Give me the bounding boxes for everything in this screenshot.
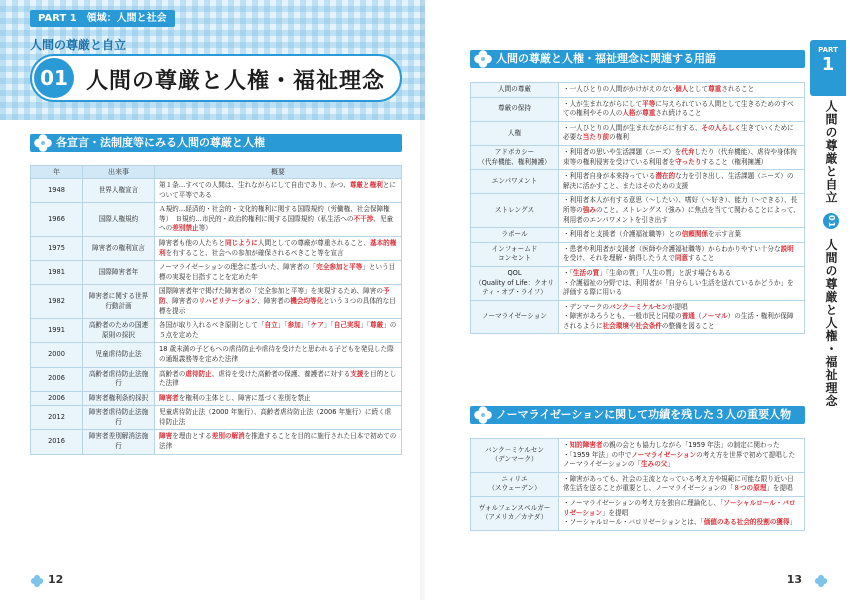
- description-cell: [559, 242, 805, 266]
- body-text: の権利: [609, 133, 629, 142]
- highlight-text: 機会均等化: [290, 296, 324, 305]
- terms-table: [470, 82, 805, 334]
- side-section-title: 人間の尊厳と自立: [824, 100, 838, 204]
- table-row: [31, 430, 402, 454]
- body-text: 障害者も他の人たちと: [159, 238, 225, 247]
- highlight-text: 参加: [287, 321, 301, 330]
- highlight-text: 社会条件: [635, 321, 662, 330]
- highlight-text: 障害者: [159, 393, 179, 402]
- body-text: 」: [789, 518, 797, 527]
- people-heading: [470, 406, 805, 424]
- people-table-body: [471, 439, 805, 531]
- cell-summary: [155, 285, 402, 319]
- cell-summary: [155, 343, 402, 367]
- body-text: （: [694, 312, 702, 321]
- body-text: 国際障害者年で掲げた障害者の「完全参加と平等」を実現するため、障害の: [159, 287, 383, 296]
- part-side-tab: [810, 40, 846, 96]
- bullet-line: [563, 269, 800, 279]
- cell-year: 2006: [31, 367, 83, 391]
- body-text: ・デンマークの: [563, 302, 610, 311]
- cell-year: 2006: [31, 391, 83, 406]
- bullet-line: [563, 303, 800, 313]
- highlight-text: 虐待防止: [185, 369, 212, 378]
- person-row: [471, 472, 805, 496]
- body-text: ・「: [563, 268, 573, 277]
- bullet-line: [563, 124, 800, 143]
- highlight-text: ノーマル: [701, 312, 728, 321]
- body-text: ）の生活・権利が保障されるように: [563, 312, 794, 330]
- cell-event: 児童虐待防止法: [83, 343, 155, 367]
- table-header-row: [31, 166, 402, 179]
- table-row: [31, 343, 402, 367]
- bullet-line: [563, 230, 800, 240]
- body-text: を推進することを目的に施行された日本で初めての法律: [159, 432, 397, 451]
- term-cell: 人間の尊厳: [471, 83, 559, 98]
- cell-summary: [155, 179, 402, 203]
- side-tab-number: 1: [821, 54, 835, 75]
- body-text: ・ノーマライゼーションの考え方を独自に理論化し、「: [563, 498, 724, 507]
- body-text: ・患者や利用者が支援者（医師や介護福祉職等）からわかりやすい十分な: [563, 244, 781, 253]
- term-row: [471, 145, 805, 169]
- cell-summary: [155, 406, 402, 430]
- body-text: 」「生命の質」「人生の質」と訳す場合もある: [599, 268, 732, 277]
- description-cell: [559, 496, 805, 530]
- term-cell: ニィリエ （スウェーデン）: [471, 472, 559, 496]
- highlight-text: 人格: [622, 109, 636, 118]
- body-text: とについて平等である: [159, 181, 396, 199]
- term-row: [471, 170, 805, 194]
- cell-year: 1991: [31, 319, 83, 343]
- body-text: という３つの具体的な目標を提示: [159, 296, 396, 315]
- body-text: を目的とした法律: [159, 369, 397, 388]
- term-row: [471, 228, 805, 243]
- body-text: 」「: [277, 321, 288, 330]
- highlight-text: リハビリテーション: [198, 296, 258, 305]
- body-text: ・障害があろうとも、一般市民と同様の: [563, 312, 682, 321]
- bullet-line: [563, 441, 800, 451]
- highlight-text: 障害: [159, 432, 173, 441]
- description-cell: [559, 300, 805, 334]
- header-summary: 概要: [155, 166, 402, 179]
- term-cell: 人権: [471, 121, 559, 145]
- cell-summary: [155, 236, 402, 260]
- highlight-text: ケア: [310, 321, 324, 330]
- body-text: 、障害者の: [257, 296, 291, 305]
- terms-table-body: [471, 83, 805, 334]
- highlight-text: 完全参加と平等: [316, 263, 363, 272]
- term-cell: アドボカシー （代弁機能、権利擁護）: [471, 145, 559, 169]
- body-text: 、障害者の: [165, 296, 199, 305]
- term-cell: QOL （Quality of Life：クオリティ・オブ・ライフ）: [471, 266, 559, 300]
- body-text: 人間としての尊厳が尊重されること、: [257, 238, 370, 247]
- term-row: [471, 300, 805, 334]
- cell-year: 1982: [31, 285, 83, 319]
- body-text: 児童虐待防止法（2000 年施行）、高齢者虐待防止法（2006 年施行）に続く虐待防止法: [159, 408, 392, 426]
- body-text: すること（権利擁護）: [701, 157, 768, 166]
- body-text: を理由とする: [172, 432, 212, 441]
- body-text: を権利の主体とし、障害に基づく差別を禁止: [178, 393, 311, 402]
- highlight-text: ソーシャルロール・バロリゼーション: [563, 498, 796, 517]
- bullet-line: [563, 312, 800, 331]
- description-cell: [559, 266, 805, 300]
- side-chapter-label: [818, 100, 840, 407]
- chapter-number: 01: [34, 58, 74, 98]
- body-text: として: [688, 85, 709, 93]
- clover-icon: [473, 405, 493, 425]
- cell-summary: [155, 203, 402, 237]
- highlight-text: 不干渉: [353, 214, 374, 223]
- body-text: ・利用者本人が有する意思（～したい）、嗜好（～好き）、能力（～できる）、長所等の: [563, 196, 798, 214]
- body-text: が: [635, 109, 643, 118]
- body-text: ・ソーシャルロール・バロリゼーションとは、「: [563, 518, 704, 527]
- highlight-text: 生みの父: [641, 460, 668, 469]
- bullet-line: [563, 100, 800, 119]
- highlight-text: 当たり前: [582, 133, 610, 142]
- history-table-body: [31, 179, 402, 455]
- highlight-text: 同意: [674, 254, 689, 263]
- chapter-title-box: [30, 54, 402, 102]
- cell-year: 1975: [31, 236, 83, 260]
- cell-event: 高齢者のための国連原則の採択: [83, 319, 155, 343]
- term-row: [471, 194, 805, 228]
- term-cell: ラポール: [471, 228, 559, 243]
- body-text: され続けること: [655, 109, 702, 118]
- body-text: Ａ規約…経済的・社会的・文化的権利に関する国際規約（労働権、社会保障権等） Ｂ規約…市民的・政治的権利に関する国際規約（私生活への: [159, 205, 390, 223]
- highlight-text: 価値のある社会的役割の獲得: [703, 518, 790, 527]
- body-text: ・介護福祉の分野では、利用者が「自分らしい生活を送れているかどうか」を評価する際に用いる: [563, 278, 794, 297]
- header-event: 出来事: [83, 166, 155, 179]
- highlight-text: 自己実現: [333, 321, 361, 330]
- highlight-text: 尊重: [708, 85, 722, 93]
- chapter-title: 人間の尊厳と人権・福祉理念: [86, 69, 386, 94]
- highlight-text: 社会環境: [602, 321, 629, 330]
- terms-heading-text: 人間の尊厳と人権・福祉理念に関連する用語: [496, 52, 716, 65]
- table-row: [31, 261, 402, 285]
- term-cell: ストレングス: [471, 194, 559, 228]
- term-cell: エンパワメント: [471, 170, 559, 194]
- body-text: されること: [721, 85, 755, 93]
- side-chapter-title: 人間の尊厳と人権・福祉理念: [824, 238, 838, 408]
- clover-icon: [33, 133, 53, 153]
- highlight-text: 守ったり: [675, 157, 702, 166]
- history-table-wrap: [30, 165, 402, 455]
- people-table: [470, 438, 805, 531]
- cell-event: 障害者に関する世界行動計画: [83, 285, 155, 319]
- highlight-text: 尊厳: [370, 321, 384, 330]
- cell-summary: [155, 319, 402, 343]
- body-text: の親の会とも協力しながら「1959 年法」の制定に関わった: [602, 441, 780, 449]
- highlight-text: 潜在的: [655, 172, 676, 181]
- cell-summary: [155, 367, 402, 391]
- body-text: に与えられている人間として生きるためのすべての権利やその人の: [563, 99, 794, 118]
- body-text: 等）: [198, 224, 212, 233]
- cell-year: 2012: [31, 406, 83, 430]
- highlight-text: 差別禁止: [172, 224, 199, 233]
- section-heading-text: 各宣言・法制度等にみる人間の尊厳と人権: [56, 136, 265, 149]
- description-cell: [559, 145, 805, 169]
- body-text: や: [628, 321, 636, 330]
- body-text: な力を引き出し、生活課題（ニーズ）の解決に活かすこと、またはそのための支援: [563, 172, 794, 190]
- body-text: 」: [667, 460, 674, 469]
- body-text: すること: [688, 254, 715, 263]
- highlight-text: 平等: [642, 99, 656, 108]
- body-text: が提唱: [667, 302, 688, 311]
- body-text: ・利用者の思いや生活課題（ニーズ）を: [563, 147, 682, 156]
- section-subtitle: 人間の尊厳と自立: [30, 38, 127, 52]
- bullet-line: [563, 475, 800, 494]
- body-text: ・「1959 年法」の中で: [563, 450, 632, 459]
- people-table-wrap: [470, 438, 805, 531]
- term-cell: インフォームド コンセント: [471, 242, 559, 266]
- cell-year: 1981: [31, 261, 83, 285]
- highlight-text: 尊厳と権利: [349, 181, 383, 189]
- cell-year: 2016: [31, 430, 83, 454]
- bullet-line: [563, 172, 800, 191]
- table-row: [31, 367, 402, 391]
- header-year: 年: [31, 166, 83, 179]
- term-cell: ノーマライゼーション: [471, 300, 559, 334]
- highlight-text: 信頼関係: [681, 230, 709, 239]
- highlight-text: 差別の解消: [211, 432, 245, 441]
- term-row: [471, 97, 805, 121]
- body-text: ・一人ひとりの人間がかけがえのない: [563, 85, 676, 93]
- cell-summary: [155, 261, 402, 285]
- cell-event: 障害者の権利宣言: [83, 236, 155, 260]
- cell-year: 1948: [31, 179, 83, 203]
- body-text: ・障害があっても、社会の主流となっている考え方や規範に可能な限り近い日常生活を送ることが重要とし、ノーマライゼーションの「: [563, 474, 794, 493]
- table-row: [31, 179, 402, 203]
- term-row: [471, 121, 805, 145]
- cell-year: 2000: [31, 343, 83, 367]
- highlight-text: 知的障害者: [569, 441, 603, 449]
- cell-summary: [155, 391, 402, 406]
- body-text: を受け、それを理解・納得したうえで: [563, 254, 675, 263]
- body-text: 」「: [360, 321, 370, 330]
- clover-icon: [473, 49, 493, 69]
- term-row: [471, 266, 805, 300]
- people-heading-text: ノーマライゼーションに関して功績を残した３人の重要人物: [496, 408, 792, 421]
- highlight-text: 個人: [675, 85, 689, 93]
- highlight-text: 生活の質: [572, 268, 600, 277]
- body-text: 高齢者の: [159, 369, 186, 378]
- page-number-left: 12: [48, 573, 64, 586]
- body-text: 生きていくために必要な: [563, 123, 794, 142]
- side-tab-part: PART: [818, 46, 838, 54]
- highlight-text: バンク－ミケルセン: [609, 302, 668, 311]
- description-cell: [559, 170, 805, 194]
- term-row: [471, 83, 805, 98]
- highlight-text: 支援: [350, 369, 364, 378]
- body-text: 18 歳未満の子どもへの虐待防止や虐待を受けたと思われる子どもを発見した際の通報義務等を定めた法律: [159, 345, 394, 363]
- body-text: 、児童への: [159, 214, 394, 233]
- terms-heading: [470, 50, 805, 68]
- body-text: したり（代弁機能）、虐待や身体拘束等の権利侵害を受けている利用者を: [563, 147, 797, 166]
- table-row: [31, 203, 402, 237]
- highlight-text: 同じように: [224, 238, 258, 247]
- highlight-text: その人らしく: [701, 123, 742, 132]
- table-row: [31, 236, 402, 260]
- table-row: [31, 406, 402, 430]
- body-text: 」「: [323, 321, 334, 330]
- body-text: を有すること、社会への参加が確保されるべきこと等を宣言: [165, 248, 344, 257]
- bullet-line: [563, 518, 800, 528]
- section-heading-left: [30, 134, 402, 152]
- description-cell: [559, 97, 805, 121]
- body-text: 各国が取り入れるべき原則として「: [159, 321, 265, 330]
- term-cell: ヴォルフェンスベルガー （アメリカ／カナダ）: [471, 496, 559, 530]
- table-row: [31, 285, 402, 319]
- body-text: ・: [563, 441, 570, 449]
- body-text: 」という目標の実現を目指すことを定めた年: [159, 263, 396, 281]
- page-clover-icon: [814, 574, 828, 588]
- body-text: ・利用者自身が本来持っている: [563, 172, 656, 181]
- description-cell: [559, 439, 805, 473]
- highlight-text: 尊重: [642, 109, 656, 118]
- person-row: [471, 496, 805, 530]
- right-page: [425, 0, 850, 600]
- highlight-text: 説明: [780, 244, 794, 253]
- term-row: [471, 242, 805, 266]
- body-text: 」を提唱: [601, 508, 629, 517]
- body-text: 」を提唱: [766, 484, 793, 493]
- bullet-line: [563, 196, 800, 225]
- highlight-text: 自立: [264, 321, 278, 330]
- body-text: を示す言葉: [708, 230, 742, 239]
- bullet-line: [563, 279, 800, 298]
- highlight-text: 予防: [159, 287, 390, 305]
- description-cell: [559, 472, 805, 496]
- body-text: 」「: [300, 321, 311, 330]
- table-row: [31, 391, 402, 406]
- cell-event: 障害者差別解消法施行: [83, 430, 155, 454]
- term-cell: バンク－ミケルセン （デンマーク）: [471, 439, 559, 473]
- body-text: 、虐待を受けた高齢者の保護、養護者に対する: [211, 369, 351, 378]
- bullet-line: [563, 148, 800, 167]
- description-cell: [559, 121, 805, 145]
- body-text: 第１条…すべての人間は、生れながらにして自由であり、かつ、: [159, 181, 350, 189]
- bullet-line: [563, 85, 800, 95]
- cell-event: 国際人権規約: [83, 203, 155, 237]
- highlight-text: 代弁: [681, 147, 695, 156]
- terms-table-wrap: [470, 82, 805, 334]
- description-cell: [559, 228, 805, 243]
- body-text: のこと。ストレングス（強み）に焦点を当てて関わることによって、利用者のエンパワメントを引き出す: [563, 205, 800, 224]
- term-cell: 尊厳の保持: [471, 97, 559, 121]
- highlight-text: ノーマライゼーション: [631, 450, 697, 459]
- body-text: の整備を図ること: [661, 321, 715, 330]
- history-table: [30, 165, 402, 455]
- cell-year: 1966: [31, 203, 83, 237]
- body-text: ・一人ひとりの人間が生まれながらに有する、: [563, 123, 702, 132]
- highlight-text: 強み: [582, 205, 596, 214]
- body-text: ・人が生まれながらにして: [563, 99, 643, 108]
- body-text: 」の５点を定めた: [159, 321, 397, 339]
- page-number-right: 13: [786, 573, 802, 586]
- cell-summary: [155, 430, 402, 454]
- table-row: [31, 319, 402, 343]
- cell-event: 障害者権利条約採択: [83, 391, 155, 406]
- highlight-text: 普通: [681, 312, 695, 321]
- side-chapter-number: 01: [823, 213, 839, 229]
- bullet-line: [563, 499, 800, 518]
- cell-event: 高齢者虐待防止法施行: [83, 367, 155, 391]
- body-text: の考え方を世界で初めて提唱したノーマライゼーションの「: [563, 450, 796, 469]
- body-text: ・利用者と支援者（介護福祉職等）との: [563, 230, 682, 239]
- page-clover-icon: [30, 574, 44, 588]
- cell-event: 世界人権宣言: [83, 179, 155, 203]
- description-cell: [559, 194, 805, 228]
- highlight-text: 基本的権利: [159, 238, 397, 257]
- highlight-text: ８つの原理: [733, 484, 767, 493]
- part-label: PART 1 領域：人間と社会: [30, 10, 175, 27]
- cell-event: 国際障害者年: [83, 261, 155, 285]
- bullet-line: [563, 245, 800, 264]
- description-cell: [559, 83, 805, 98]
- person-row: [471, 439, 805, 473]
- cell-event: 障害者虐待防止法施行: [83, 406, 155, 430]
- bullet-line: [563, 451, 800, 470]
- body-text: ノーマライゼーションの理念に基づいた、障害者の「: [159, 263, 317, 272]
